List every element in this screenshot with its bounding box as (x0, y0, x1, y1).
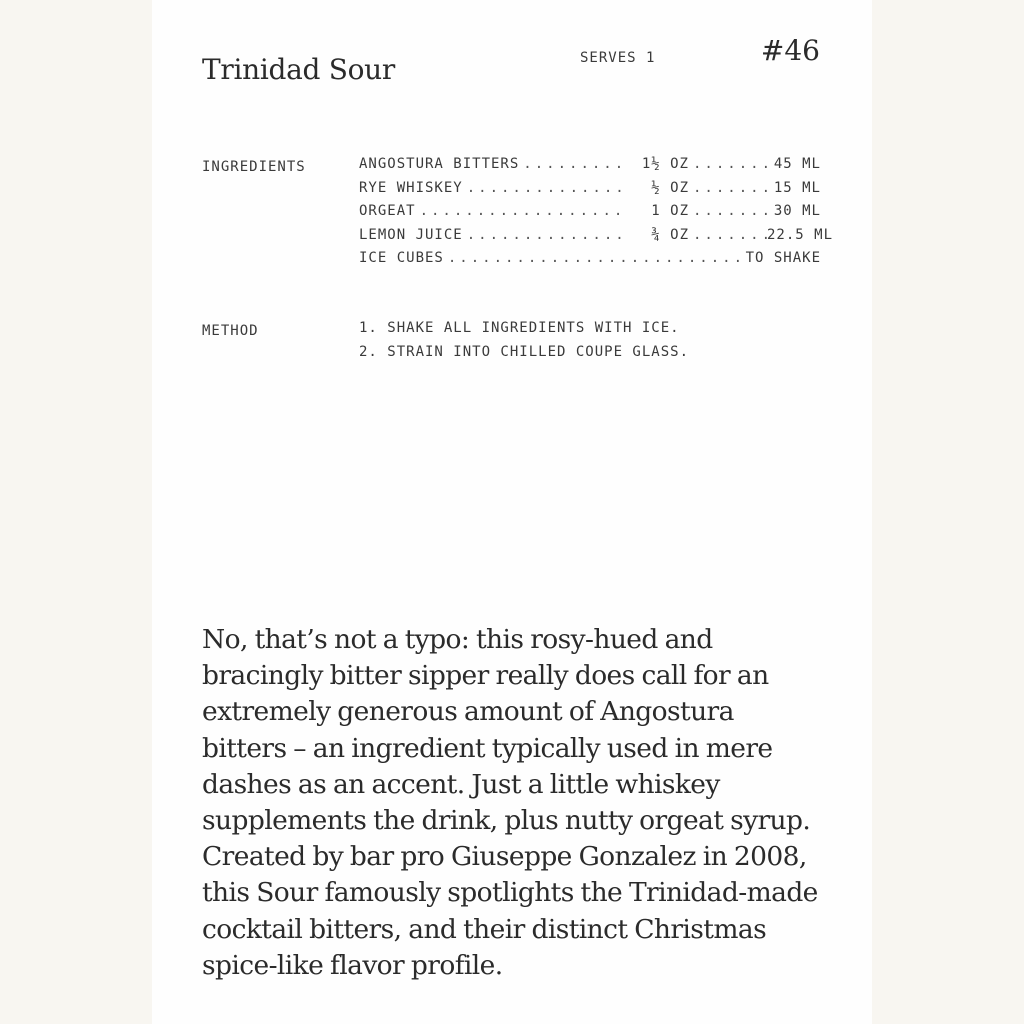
ingredient-name: RYE WHISKEY (359, 179, 463, 196)
ingredient-name: ANGOSTURA BITTERS (359, 156, 520, 172)
ingredient-name: LEMON JUICE (359, 226, 463, 243)
leader-dots (467, 180, 623, 196)
leader-dots (693, 203, 767, 219)
ingredient-oz: 1½ OZ (641, 156, 689, 172)
ingredient-row (359, 203, 821, 227)
leader-dots (693, 227, 767, 243)
ingredient-oz: 1 OZ (651, 203, 689, 219)
ingredient-row (359, 250, 821, 274)
ingredient-row (359, 180, 821, 204)
ingredient-name: ORGEAT (359, 203, 416, 219)
leader-dots (693, 180, 767, 196)
ingredient-ml: 45 ML (773, 156, 821, 172)
leader-dots (523, 156, 623, 172)
ingredient-ml: 15 ML (773, 179, 821, 196)
leader-dots (448, 250, 742, 266)
ingredient-row (359, 156, 821, 180)
ingredients-list (359, 156, 834, 274)
ingredient-oz: ¾ OZ (651, 226, 689, 243)
ingredient-ml: 22.5 ML (767, 226, 834, 243)
ingredient-name: ICE CUBES (359, 250, 444, 266)
leader-dots (467, 227, 623, 243)
ingredient-row (359, 226, 834, 251)
ingredient-amount: TO SHAKE (745, 250, 821, 266)
recipe-card (152, 0, 872, 1024)
ingredient-oz: ½ OZ (651, 179, 689, 196)
ingredients-heading: INGREDIENTS (202, 159, 306, 175)
method-list (359, 320, 689, 367)
serves-count: SERVES 1 (580, 50, 656, 66)
recipe-number: #46 (760, 34, 820, 67)
method-step: 1. SHAKE ALL INGREDIENTS WITH ICE. (359, 320, 680, 336)
method-heading: METHOD (202, 323, 259, 339)
leader-dots (420, 203, 623, 219)
recipe-title: Trinidad Sour (202, 52, 396, 86)
recipe-description: No, that’s not a typo: this rosy-hued and bracingly bitter sipper really does call for an extremely generous amount of Angostura bitters – an ingredient typically used in mere dashes as an accent. Just a little whiskey supplements the drink, plus nutty orgeat syrup. Created by bar pro Giuseppe Gonzalez in 2008, this Sour famously spotlights the Trinidad-made cocktail bitters, and their distinct Christmas spice-like flavor profile. (202, 624, 818, 981)
method-step: 2. STRAIN INTO CHILLED COUPE GLASS. (359, 343, 690, 360)
leader-dots (693, 156, 767, 172)
ingredient-ml: 30 ML (773, 203, 821, 219)
